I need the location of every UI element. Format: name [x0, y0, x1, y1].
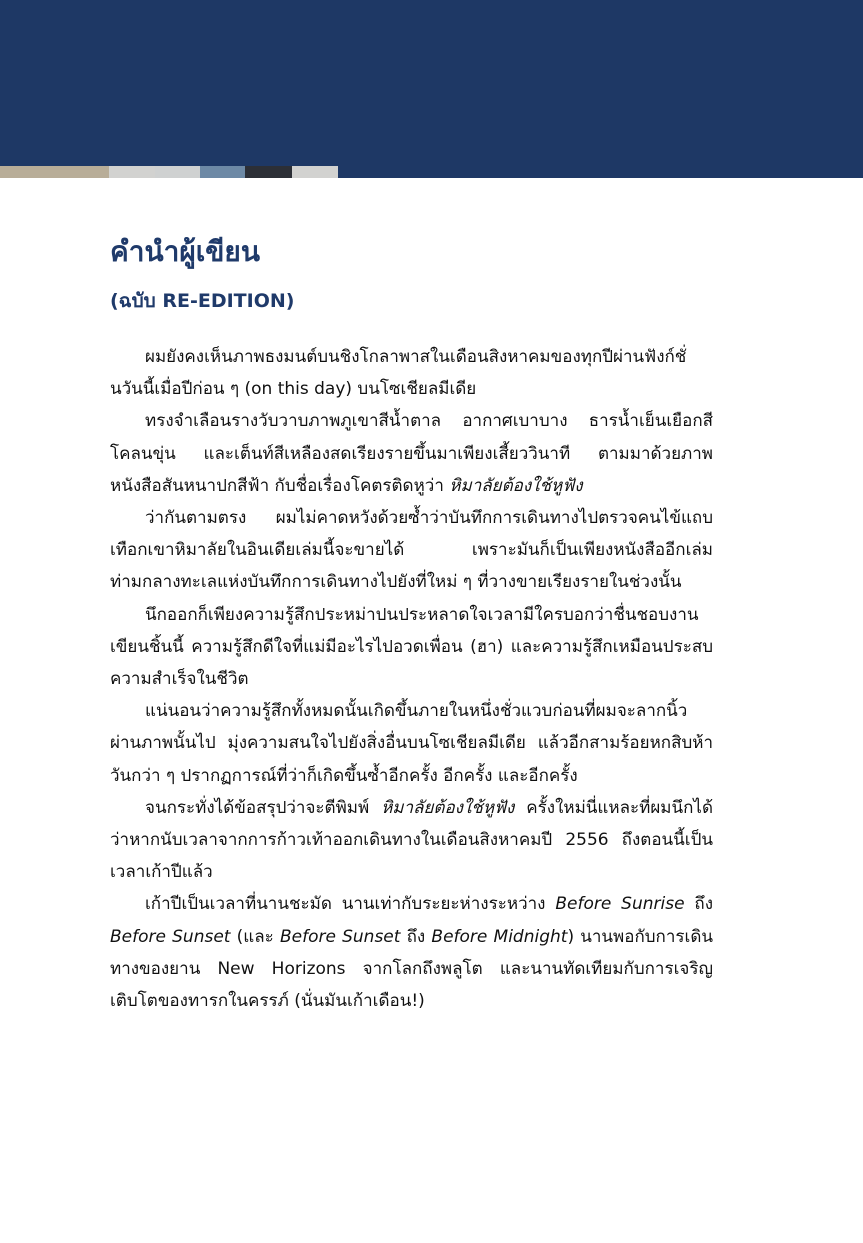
header-stripe	[0, 166, 109, 178]
film-title-italic: Before Sunset	[110, 926, 231, 947]
paragraph-4: นึกออกก็เพียงความรู้สึกประหม่าปนประหลาดใจเวลามีใครบอกว่าชื่นชอบงานเขียนชิ้นนี้ ความรู้สึกดีใจที่แม่มีอะไรไปอวดเพื่อน (ฮา) และความรู้สึกเหมือนประสบความสำเร็จในชีวิต	[110, 604, 713, 690]
paragraph-7-text-b: ถึง	[684, 894, 714, 915]
paragraph-3: ว่ากันตามตรง ผมไม่คาดหวังด้วยซ้ำว่าบันทึกการเดินทางไปตรวจคนไข้แถบเทือกเขาหิมาลัยในอินเดียเล่มนี้จะขายได้ เพราะมันก็เป็นเพียงหนังสืออีกเล่มท่ามกลางทะเลแห่งบันทึกการเดินทางไปยังที่ใหม่ ๆ ที่วางขายเรียงรายในช่วงนั้น	[110, 508, 713, 593]
header-stripe	[292, 166, 338, 178]
paragraph-6-text-b: ครั้งใหม่นี่แหละที่ผมนึกได้ว่าหากนับเวลาจากการก้าวเท้าออกเดินทางในเดือนสิงหาคมปี 2556 ถึงตอนนี้เป็นเวลาเก้าปีแล้ว	[110, 797, 713, 883]
film-title-italic: Before Sunrise	[555, 894, 685, 915]
paragraph-2-text: ทรงจำเลือนรางวับวาบภาพภูเขาสีน้ำตาล อากาศเบาบาง ธารน้ำเย็นเยือกสีโคลนขุ่น และเต็นท์สีเหลืองสดเรียงรายขึ้นมาเพียงเสี้ยววินาที ตามมาด้วยภาพหนังสือสันหนาปกสีฟ้า กับชื่อเรื่องโคตรติดหูว่า	[110, 411, 713, 496]
header-band	[0, 0, 863, 178]
paragraph-7-text-c: (และ	[230, 926, 280, 947]
paragraph-5: แน่นอนว่าความรู้สึกทั้งหมดนั้นเกิดขึ้นภายในหนึ่งชั่วแวบก่อนที่ผมจะลากนิ้วผ่านภาพนั้นไป มุ่งความสนใจไปยังสิ่งอื่นบนโซเชียลมีเดีย แล้วอีกสามร้อยหกสิบห้าวันกว่า ๆ ปรากฏการณ์ที่ว่าก็เกิดขึ้นซ้ำอีกครั้ง อีกครั้ง และอีกครั้ง	[110, 701, 713, 786]
header-stripe	[155, 166, 200, 178]
paragraph-7-text-d: ถึง	[400, 926, 432, 947]
body-text	[110, 341, 713, 1017]
paragraph-6	[110, 792, 713, 889]
paragraph-7	[110, 888, 713, 1017]
book-title-italic: หิมาลัยต้องใช้หูฟัง	[449, 475, 583, 496]
book-title-italic: หิมาลัยต้องใช้หูฟัง	[381, 797, 515, 818]
page-title: คำนำผู้เขียน	[110, 235, 260, 268]
paragraph-6-text-a: จนกระทั่งได้ข้อสรุปว่าจะตีพิมพ์	[145, 797, 382, 818]
film-title-italic: Before Sunset	[279, 926, 401, 947]
header-stripe	[245, 166, 292, 178]
paragraph-7-text-a: เก้าปีเป็นเวลาที่นานชะมัด นานเท่ากับระยะห่างระหว่าง	[145, 894, 556, 915]
page-subtitle: (ฉบับ RE-EDITION)	[110, 290, 295, 312]
header-stripe	[109, 166, 155, 178]
paragraph-2	[110, 405, 713, 502]
paragraph-7-text-e: ) นานพอกับการเดินทางของยาน New Horizons จากโลกถึงพลูโต และนานทัดเทียมกับการเจริญเติบโตของทารกในครรภ์ (นั่นมันเก้าเดือน!)	[110, 926, 713, 1012]
film-title-italic: Before Midnight	[431, 926, 568, 947]
paragraph-1: ผมยังคงเห็นภาพธงมนต์บนชิงโกลาพาสในเดือนสิงหาคมของทุกปีผ่านฟังก์ชั่นวันนี้เมื่อปีก่อน ๆ (on this day) บนโซเชียลมีเดีย	[110, 347, 687, 400]
header-stripe	[200, 166, 245, 178]
